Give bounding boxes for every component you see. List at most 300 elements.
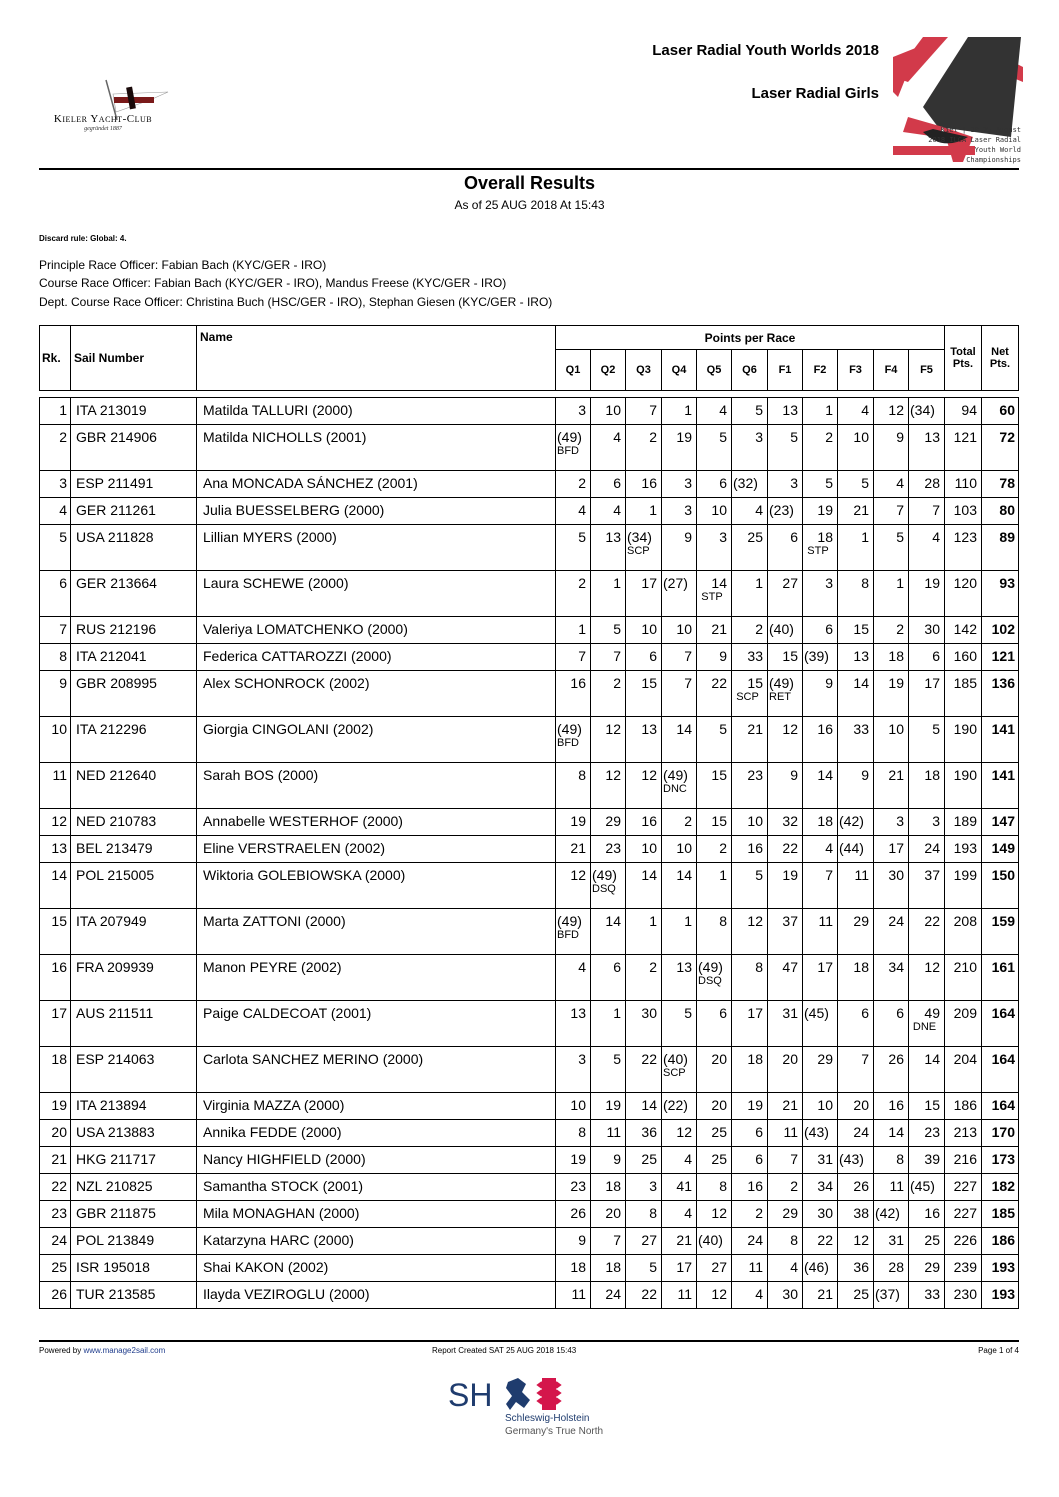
race-points-cell [803,1147,838,1174]
race-points-cell [591,909,626,955]
race-points-value: 2 [719,840,727,856]
race-points-cell [909,617,945,644]
race-points-value: 20 [711,1051,727,1067]
race-points-cell [768,571,803,617]
race-points-value: 13 [782,402,798,418]
race-points-cell [556,525,591,571]
race-points-cell [803,1228,838,1255]
race-points-cell [732,1201,768,1228]
race-points-value: 12 [605,721,621,737]
race-points-cell [662,836,697,863]
race-points-value: 3 [790,475,798,491]
race-points-cell [626,1147,662,1174]
race-points-value: (49) [592,867,617,883]
race-points-value: 20 [782,1051,798,1067]
race-points-value: 19 [747,1097,763,1113]
race-points-value: 9 [613,1151,621,1167]
race-points-value: 12 [924,959,940,975]
race-points-value: 25 [924,1232,940,1248]
race-points-value: 5 [613,1051,621,1067]
race-points-cell [803,955,838,1001]
race-points-value: 4 [896,475,904,491]
race-points-value: (49) [663,767,688,783]
total-points-cell: 230 [945,1282,982,1309]
race-points-value: 9 [578,1232,586,1248]
race-points-value: 3 [932,813,940,829]
race-points-cell [556,1228,591,1255]
race-points-value: 37 [924,867,940,883]
table-row [40,671,1019,717]
race-points-cell [591,571,626,617]
race-points-cell [768,1001,803,1047]
race-points-value: 11 [606,1124,621,1140]
race-points-value: 2 [896,621,904,637]
race-points-value: 15 [782,648,798,664]
as-of-timestamp: As of 25 AUG 2018 At 15:43 [454,198,605,212]
race-points-value: 25 [747,529,763,545]
race-points-value: 12 [888,402,904,418]
race-points-value: 4 [790,1259,798,1275]
total-points-cell: 226 [945,1228,982,1255]
race-points-cell [909,763,945,809]
race-points-value: 15 [711,767,727,783]
race-points-cell [732,836,768,863]
race-points-cell [909,671,945,717]
net-points-cell: 164 [982,1001,1019,1047]
race-points-cell [591,809,626,836]
race-points-cell [838,1120,874,1147]
race-points-cell [732,1120,768,1147]
race-points-cell [909,955,945,1001]
header-rank: Rk. [40,326,71,391]
race-points-value: 27 [711,1259,727,1275]
race-points-cell [591,498,626,525]
race-points-cell [697,398,732,425]
race-points-value: 18 [570,1259,586,1275]
race-points-value: 4 [613,429,621,445]
race-points-cell [909,571,945,617]
race-points-value: 27 [782,575,798,591]
race-points-cell [874,1147,909,1174]
race-points-cell [803,1174,838,1201]
header-race-f1: F1 [768,350,803,391]
race-points-value: 3 [896,813,904,829]
race-points-cell [556,498,591,525]
race-points-cell [697,1147,732,1174]
race-points-value: 18 [605,1259,621,1275]
rank-cell: 2 [40,425,71,471]
race-points-value: 14 [676,721,692,737]
race-points-value: (34) [627,529,652,545]
race-points-cell [626,717,662,763]
race-points-cell [874,671,909,717]
race-points-cell [662,1282,697,1309]
race-points-value: 5 [755,867,763,883]
table-row [40,1047,1019,1093]
race-points-cell [556,955,591,1001]
manage2sail-link[interactable]: www.manage2sail.com [83,1346,166,1355]
race-points-value: 1 [649,502,657,518]
table-row [40,425,1019,471]
race-points-cell [732,717,768,763]
table-row [40,809,1019,836]
race-points-value: 36 [853,1259,869,1275]
race-points-value: 5 [825,475,833,491]
race-points-cell [626,671,662,717]
sail-number-cell: POL 215005 [71,863,197,909]
race-points-cell [768,1201,803,1228]
sail-number-cell: ESP 214063 [71,1047,197,1093]
race-points-cell [803,717,838,763]
sailor-name-cell: Ilayda VEZIROGLU (2000) [197,1282,556,1309]
rank-cell: 22 [40,1174,71,1201]
race-points-value: (49) [769,675,794,691]
race-points-value: 4 [613,502,621,518]
race-points-cell [556,1174,591,1201]
race-points-value: 30 [641,1005,657,1021]
race-points-value: 47 [782,959,798,975]
race-points-cell [591,525,626,571]
race-points-value: 17 [747,1005,763,1021]
race-points-cell [591,1282,626,1309]
race-points-value: 6 [896,1005,904,1021]
penalty-code: BFD [557,445,579,457]
race-points-value: (32) [733,475,758,491]
net-points-cell: 164 [982,1093,1019,1120]
race-points-value: 4 [755,1286,763,1302]
rank-cell: 10 [40,717,71,763]
race-points-cell [874,717,909,763]
race-points-value: 19 [782,867,798,883]
total-points-cell: 208 [945,909,982,955]
event-logo-line: Kiel | 18-25 August [940,126,1021,134]
race-points-value: (40) [769,621,794,637]
race-points-value: 12 [605,767,621,783]
race-points-cell [874,1093,909,1120]
penalty-code: RET [769,691,791,703]
table-row [40,1228,1019,1255]
race-points-cell [591,863,626,909]
race-points-value: 36 [641,1124,657,1140]
net-points-cell: 173 [982,1147,1019,1174]
race-points-value: 30 [924,621,940,637]
net-points-cell: 72 [982,425,1019,471]
race-points-cell [697,836,732,863]
race-points-value: 13 [676,959,692,975]
race-points-value: 14 [853,675,869,691]
penalty-code: STP [807,545,829,557]
race-points-value: 24 [605,1286,621,1302]
event-logo-line: Youth World [974,146,1021,154]
sail-number-cell: HKG 211717 [71,1147,197,1174]
race-points-cell [732,863,768,909]
rank-cell: 15 [40,909,71,955]
total-points-cell: 204 [945,1047,982,1093]
officer-line: Dept. Course Race Officer: Christina Buch (HSC/GER - IRO), Stephan Giesen (KYC/GER - IRO) [39,295,553,309]
race-points-cell [874,1201,909,1228]
race-points-cell [874,1047,909,1093]
race-points-value: 29 [853,913,869,929]
race-points-value: 21 [888,767,904,783]
race-points-value: 16 [747,840,763,856]
race-points-value: 16 [570,675,586,691]
race-points-cell [803,1282,838,1309]
race-points-cell [591,1174,626,1201]
race-points-cell [662,763,697,809]
race-points-cell [556,836,591,863]
race-points-cell [838,955,874,1001]
race-points-cell [874,863,909,909]
race-points-cell [591,425,626,471]
race-points-value: (39) [804,648,829,664]
race-points-cell [626,617,662,644]
net-points-cell: 159 [982,909,1019,955]
race-points-cell [803,425,838,471]
page-number: Page 1 of 4 [978,1346,1019,1355]
total-points-cell: 94 [945,398,982,425]
net-points-cell: 89 [982,525,1019,571]
table-row [40,1201,1019,1228]
rank-cell: 21 [40,1147,71,1174]
race-points-value: 7 [613,648,621,664]
race-points-cell [803,1255,838,1282]
race-points-cell [768,1147,803,1174]
net-points-cell: 93 [982,571,1019,617]
table-row [40,571,1019,617]
race-points-value: 8 [719,913,727,929]
race-points-value: 12 [570,867,586,883]
race-points-value: 7 [578,648,586,664]
race-points-value: 18 [605,1178,621,1194]
race-points-value: 1 [861,529,869,545]
race-points-value: 26 [853,1178,869,1194]
race-points-cell [697,809,732,836]
net-points-cell: 147 [982,809,1019,836]
race-points-value: 11 [748,1259,763,1275]
net-points-cell: 149 [982,836,1019,863]
race-points-cell [556,909,591,955]
results-table-header [39,325,1019,391]
race-points-cell [662,1001,697,1047]
race-points-cell [732,1047,768,1093]
sh-abbr: SH [448,1377,493,1413]
race-points-cell [732,1282,768,1309]
race-points-cell [803,1047,838,1093]
race-points-cell [838,809,874,836]
race-points-cell [838,498,874,525]
rank-cell: 23 [40,1201,71,1228]
race-points-value: 12 [711,1286,727,1302]
race-points-value: 6 [613,475,621,491]
race-points-cell [768,955,803,1001]
race-points-value: 1 [825,402,833,418]
race-points-value: 7 [932,502,940,518]
table-row [40,1093,1019,1120]
race-points-value: 28 [924,475,940,491]
race-points-value: 19 [605,1097,621,1113]
sail-number-cell: ITA 212296 [71,717,197,763]
header-race-q4: Q4 [662,350,697,391]
race-points-value: 24 [924,840,940,856]
race-points-cell [626,644,662,671]
race-points-value: 17 [641,575,657,591]
race-points-value: 21 [853,502,869,518]
race-points-cell [626,863,662,909]
rank-cell: 5 [40,525,71,571]
race-points-value: 19 [924,575,940,591]
race-points-value: 2 [649,429,657,445]
table-row [40,763,1019,809]
race-points-cell [556,1201,591,1228]
race-points-cell [838,1147,874,1174]
race-points-cell [732,498,768,525]
penalty-code: DSQ [592,883,616,895]
race-points-cell [732,763,768,809]
race-points-value: 2 [755,1205,763,1221]
race-points-value: 22 [711,675,727,691]
race-points-value: 6 [790,529,798,545]
race-points-value: 14 [888,1124,904,1140]
event-title: Laser Radial Youth Worlds 2018 [652,42,879,59]
race-points-value: 23 [747,767,763,783]
race-points-cell [662,525,697,571]
race-points-cell [556,809,591,836]
net-points-cell: 186 [982,1228,1019,1255]
race-points-cell [662,425,697,471]
net-points-cell: 141 [982,717,1019,763]
race-points-value: 18 [747,1051,763,1067]
race-points-cell [909,1228,945,1255]
penalty-code: STP [701,591,723,603]
net-points-cell: 136 [982,671,1019,717]
race-points-cell [874,1001,909,1047]
race-points-value: (42) [875,1205,900,1221]
race-points-value: 15 [924,1097,940,1113]
race-points-value: 25 [853,1286,869,1302]
race-points-cell [803,1001,838,1047]
race-points-cell [626,1001,662,1047]
race-points-value: 31 [817,1151,833,1167]
race-points-cell [591,1228,626,1255]
rank-cell: 6 [40,571,71,617]
race-points-value: 22 [924,913,940,929]
total-points-cell: 123 [945,525,982,571]
race-points-cell [591,471,626,498]
race-points-cell [768,671,803,717]
race-points-cell [662,498,697,525]
total-points-cell: 190 [945,717,982,763]
race-points-cell [626,809,662,836]
race-points-value: 13 [605,529,621,545]
race-points-cell [874,836,909,863]
race-points-value: 10 [570,1097,586,1113]
race-points-value: 29 [924,1259,940,1275]
club-subtitle: gegründet 1887 [84,126,122,132]
header-race-q2: Q2 [591,350,626,391]
race-points-cell [838,1001,874,1047]
race-points-cell [697,471,732,498]
race-points-value: 21 [747,721,763,737]
penalty-code: DSQ [698,975,722,987]
race-points-cell [768,398,803,425]
report-created: Report Created SAT 25 AUG 2018 15:43 [432,1346,577,1355]
sailor-name-cell: Ana MONCADA SÁNCHEZ (2001) [197,471,556,498]
race-points-value: (49) [557,429,582,445]
race-points-value: (49) [557,721,582,737]
rank-cell: 16 [40,955,71,1001]
race-points-cell [768,617,803,644]
race-points-cell [909,836,945,863]
powered-by [39,1346,165,1355]
race-points-cell [591,1255,626,1282]
race-points-cell [768,1120,803,1147]
race-points-value: 19 [570,813,586,829]
race-points-cell [626,1120,662,1147]
race-points-value: (49) [557,913,582,929]
race-points-value: 30 [817,1205,833,1221]
race-points-cell [909,1147,945,1174]
table-row [40,1001,1019,1047]
race-points-cell [874,1120,909,1147]
sailor-name-cell: Julia BUESSELBERG (2000) [197,498,556,525]
race-points-cell [909,717,945,763]
race-points-cell [803,863,838,909]
race-points-cell [662,1120,697,1147]
race-points-value: 16 [924,1205,940,1221]
race-points-value: 10 [676,840,692,856]
race-points-value: (46) [804,1259,829,1275]
race-points-value: 1 [719,867,727,883]
race-points-cell [662,471,697,498]
race-points-value: 6 [719,1005,727,1021]
sailor-name-cell: Laura SCHEWE (2000) [197,571,556,617]
total-points-cell: 103 [945,498,982,525]
race-points-cell [556,1282,591,1309]
race-points-value: 17 [817,959,833,975]
race-points-value: 2 [825,429,833,445]
race-points-cell [838,763,874,809]
race-points-value: 7 [790,1151,798,1167]
race-points-value: 3 [719,529,727,545]
race-points-cell [591,1120,626,1147]
race-points-cell [556,1001,591,1047]
table-row [40,525,1019,571]
race-points-value: 18 [817,813,833,829]
race-points-value: (49) [698,959,723,975]
race-points-cell [662,1255,697,1282]
race-points-cell [662,1147,697,1174]
table-row [40,471,1019,498]
race-points-cell [556,571,591,617]
race-points-value: 41 [676,1178,692,1194]
race-points-cell [874,1228,909,1255]
race-points-cell [768,863,803,909]
race-points-value: 6 [649,648,657,664]
event-logo-bar [893,146,975,155]
race-points-cell [768,1174,803,1201]
race-points-value: 6 [755,1151,763,1167]
race-points-value: 7 [896,502,904,518]
race-points-value: 8 [790,1232,798,1248]
table-row [40,1282,1019,1309]
race-points-value: 11 [854,867,869,883]
race-points-cell [697,1001,732,1047]
penalty-code: DNC [663,783,687,795]
race-points-value: 4 [578,502,586,518]
race-points-cell [697,525,732,571]
race-points-cell [556,671,591,717]
race-points-cell [697,425,732,471]
